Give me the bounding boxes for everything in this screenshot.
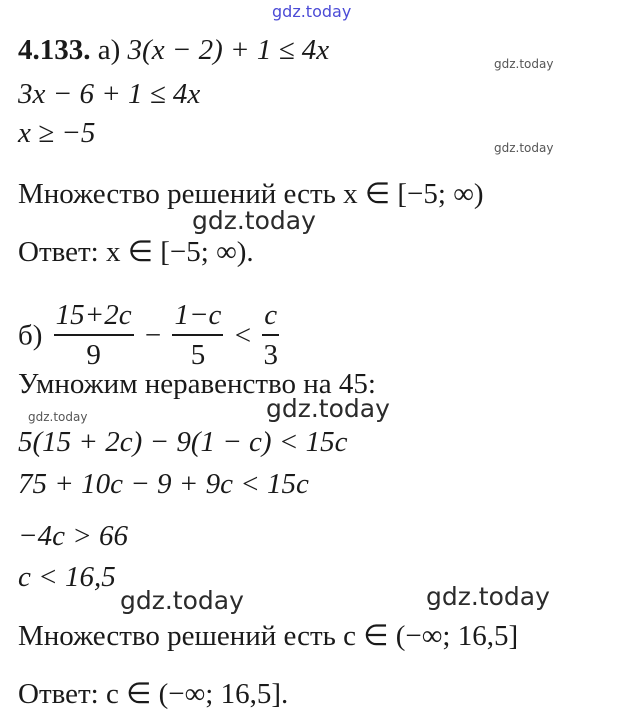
part-a-label: а) — [97, 34, 121, 66]
part-a-step-1: 3x − 6 + 1 ≤ 4x — [18, 78, 201, 110]
watermark-top: gdz.today — [272, 2, 352, 21]
watermark-large-4: gdz.today — [426, 582, 550, 611]
problem-header-line — [18, 36, 329, 65]
part-a-step-2: x ≥ −5 — [18, 117, 96, 149]
fraction-1-denominator: 9 — [86, 338, 101, 371]
fraction-3-numerator: c — [262, 300, 279, 336]
part-a-inequality: 3(x − 2) + 1 ≤ 4x — [127, 34, 330, 66]
less-than-sign: < — [234, 319, 252, 352]
part-b-label: б) — [18, 319, 43, 352]
fraction-2 — [172, 300, 223, 372]
part-b-inequality — [18, 300, 283, 372]
minus-sign: − — [144, 319, 162, 352]
fraction-3-denominator: 3 — [263, 338, 278, 371]
part-b-answer: Ответ: c ∈ (−∞; 16,5]. — [18, 678, 289, 710]
fraction-1 — [54, 300, 134, 372]
fraction-2-denominator: 5 — [190, 338, 206, 371]
part-b-step-2: 75 + 10c − 9 + 9c < 15c — [18, 468, 309, 500]
fraction-2-numerator: 1−c — [172, 300, 223, 336]
watermark-large-2: gdz.today — [266, 394, 390, 423]
watermark-small-1: gdz.today — [494, 57, 554, 71]
part-b-step-4: c < 16,5 — [18, 561, 116, 593]
part-b-step-1: 5(15 + 2c) − 9(1 − c) < 15c — [18, 426, 348, 458]
fraction-1-numerator: 15+2c — [54, 300, 134, 336]
part-b-multiply-note: Умножим неравенство на 45: — [18, 368, 376, 400]
watermark-small-3: gdz.today — [28, 410, 88, 424]
watermark-large-3: gdz.today — [120, 586, 244, 615]
part-a-solution-set: Множество решений есть x ∈ [−5; ∞) — [18, 178, 484, 210]
part-b-solution-set: Множество решений есть c ∈ (−∞; 16,5] — [18, 620, 519, 652]
watermark-large-1: gdz.today — [192, 206, 316, 235]
part-a-answer: Ответ: x ∈ [−5; ∞). — [18, 236, 254, 268]
fraction-3 — [262, 300, 279, 372]
watermark-small-2: gdz.today — [494, 141, 554, 155]
problem-number: 4.133. — [18, 34, 91, 66]
part-b-step-3: −4c > 66 — [18, 520, 129, 552]
